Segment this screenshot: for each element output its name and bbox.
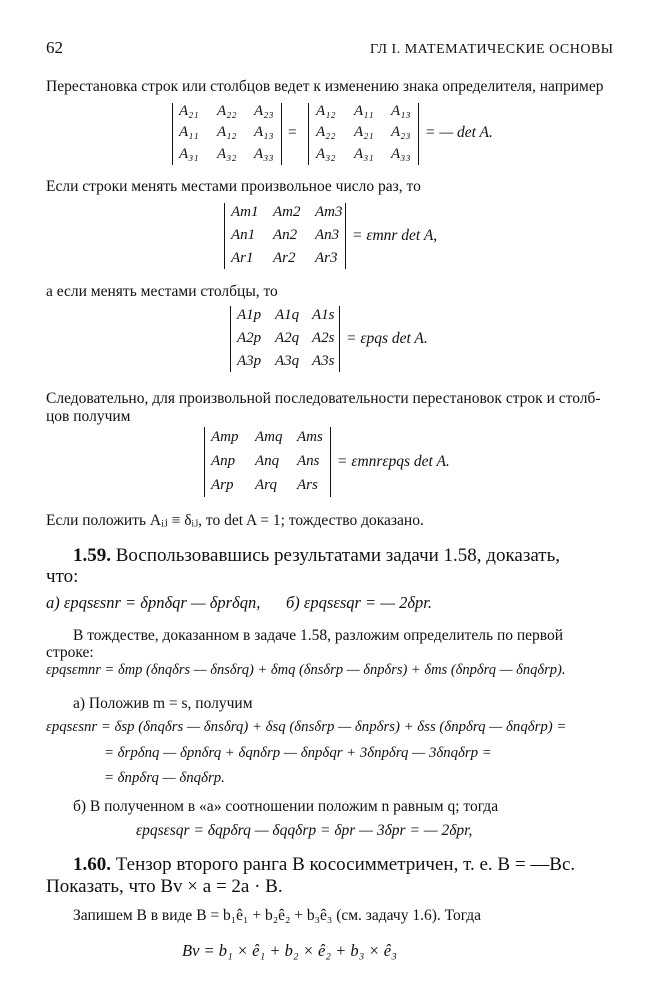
- det1-cell: A₂₃: [254, 103, 274, 119]
- det3-cell: A1s: [312, 307, 335, 323]
- det4-cell: Anq: [255, 453, 280, 469]
- det1-cell: A₃₂: [217, 146, 237, 162]
- det4-rhs: = εmnrεpqs det A.: [337, 453, 450, 470]
- eq-expansion: εpqsεmnr = δmp (δnqδrs — δnsδrq) + δmq (δnsδrp — δnpδrs) + δms (δnpδrq — δnqδrp).: [46, 662, 566, 678]
- det2-bar-left: [224, 203, 225, 269]
- det2-cell: An3: [315, 227, 340, 243]
- part-a-eq1: εpqsεsnr = δsp (δnqδrs — δnsδrq) + δsq (δnsδrp — δnpδrs) + δss (δnpδrq — δnqδrp) =: [46, 719, 567, 735]
- det1-equals: =: [288, 124, 297, 141]
- det1-rhs: = — det A.: [425, 124, 493, 141]
- running-head: ГЛ І. МАТЕМАТИЧЕСКИЕ ОСНОВЫ: [370, 42, 614, 57]
- det4-bar-left: [204, 427, 205, 497]
- det4-bar-right: [330, 427, 331, 497]
- det2-cell: Ar3: [315, 250, 338, 266]
- det1-right-bar-1: [308, 103, 309, 165]
- det2-rhs: = εmnr det A,: [352, 227, 438, 244]
- det1-cell: A₁₃: [254, 124, 274, 140]
- det1-cell: A₂₃: [391, 124, 411, 140]
- det1-cell: A₁₂: [316, 103, 336, 119]
- det2-cell: An1: [231, 227, 256, 243]
- det3-cell: A2p: [237, 330, 262, 346]
- det2-cell: Ar1: [231, 250, 254, 266]
- det1-cell: A₂₂: [316, 124, 336, 140]
- paragraph-4b: цов получим: [46, 408, 131, 425]
- det1-cell: A₃₃: [391, 146, 411, 162]
- paragraph-5: Если положить Aᵢⱼ ≡ δᵢⱼ, то det A = 1; тождество доказано.: [46, 512, 424, 529]
- det1-cell: A₁₃: [391, 103, 411, 119]
- det3-cell: A2s: [312, 330, 335, 346]
- det1-cell: A₁₂: [217, 124, 237, 140]
- det2-cell: Am3: [315, 204, 343, 220]
- det1-cell: A₂₂: [217, 103, 237, 119]
- det3-cell: A1q: [275, 307, 300, 323]
- det3-cell: A2q: [275, 330, 300, 346]
- det4-cell: Amp: [211, 429, 239, 445]
- det4-cell: Ans: [297, 453, 320, 469]
- part-b-intro: б) В полученном в «а» соотношении положим n равным q; тогда: [73, 798, 499, 815]
- det3-cell: A1p: [237, 307, 262, 323]
- problem-statement: Воспользовавшись результатами задачи 1.58, доказать,: [115, 545, 561, 566]
- det1-cell: A₂₁: [179, 103, 199, 119]
- part-b-eq: εpqsεsqr = δqpδrq — δqqδrp = δpr — 3δpr = — 2δpr,: [136, 822, 473, 839]
- det1-left-bar-2: [281, 103, 282, 165]
- det1-cell: A₃₂: [316, 146, 336, 162]
- part-a-intro: а) Положив m = s, получим: [73, 695, 253, 712]
- det2-cell: Am1: [231, 204, 259, 220]
- det1-left-bar-1: [172, 103, 173, 165]
- det4-cell: Arq: [255, 477, 277, 493]
- paragraph-3: а если менять местами столбцы, то: [46, 283, 278, 300]
- det3-cell: A3q: [275, 353, 300, 369]
- det2-bar-right: [345, 203, 346, 269]
- paragraph-4a: Следовательно, для произвольной последовательности перестановок строк и столб-: [46, 390, 601, 407]
- det1-cell: A₃₁: [179, 146, 199, 162]
- paragraph-2: Если строки менять местами произвольное число раз, то: [46, 178, 421, 195]
- det1-right-bar-2: [418, 103, 419, 165]
- page-number: 62: [46, 38, 63, 57]
- eq-last: Bv = b₁ × ê₁ + b₂ × ê₂ + b₃ × ê₃: [182, 941, 397, 960]
- det4-cell: Amq: [255, 429, 283, 445]
- det4-cell: Anp: [211, 453, 236, 469]
- eq-a: а) εpqsεsnr = δpnδqr — δprδqn,: [46, 593, 261, 612]
- det3-cell: A3s: [312, 353, 335, 369]
- det4-cell: Ars: [297, 477, 318, 493]
- problem-number: 1.60.: [73, 854, 111, 875]
- det4-cell: Arp: [211, 477, 234, 493]
- paragraph-6a: В тождестве, доказанном в задаче 1.58, разложим определитель по первой: [73, 627, 564, 644]
- paragraph-7: Запишем B в виде B = b₁ê₁ + b₂ê₂ + b₃ê₃ (см. задачу 1.6). Тогда: [73, 907, 482, 924]
- problem-1-60-line2: Показать, что Bv × a = 2a · B.: [46, 876, 283, 897]
- det3-rhs: = εpqs det A.: [346, 330, 428, 347]
- problem-number: 1.59.: [73, 545, 111, 566]
- det4-cell: Ams: [297, 429, 323, 445]
- det2-cell: An2: [273, 227, 298, 243]
- det1-cell: A₃₁: [354, 146, 374, 162]
- part-a-eq3: = δnpδrq — δnqδrp.: [104, 770, 225, 786]
- det3-cell: A3p: [237, 353, 262, 369]
- det1-cell: A₁₁: [354, 103, 374, 119]
- det2-cell: Ar2: [273, 250, 296, 266]
- paragraph-1: Перестановка строк или столбцов ведет к изменению знака определителя, например: [46, 78, 604, 95]
- eq-b: б) εpqsεsqr = — 2δpr.: [286, 593, 433, 612]
- problem-1-59-line1: [73, 545, 560, 567]
- det3-bar-left: [230, 306, 231, 372]
- problem-1-59-line2: что:: [46, 566, 79, 587]
- part-a-eq2: = δrpδnq — δpnδrq + δqnδrp — δnpδqr + 3δnpδrq — 3δnqδrp =: [104, 745, 492, 761]
- det2-cell: Am2: [273, 204, 301, 220]
- det1-cell: A₂₁: [354, 124, 374, 140]
- det1-cell: A₁₁: [179, 124, 199, 140]
- det3-bar-right: [339, 306, 340, 372]
- problem-1-60-line1: [73, 854, 575, 876]
- det1-cell: A₃₃: [254, 146, 274, 162]
- paragraph-6b: строке:: [46, 644, 94, 661]
- problem-statement: Тензор второго ранга B кососимметричен, т. е. B = —Bc.: [115, 854, 576, 875]
